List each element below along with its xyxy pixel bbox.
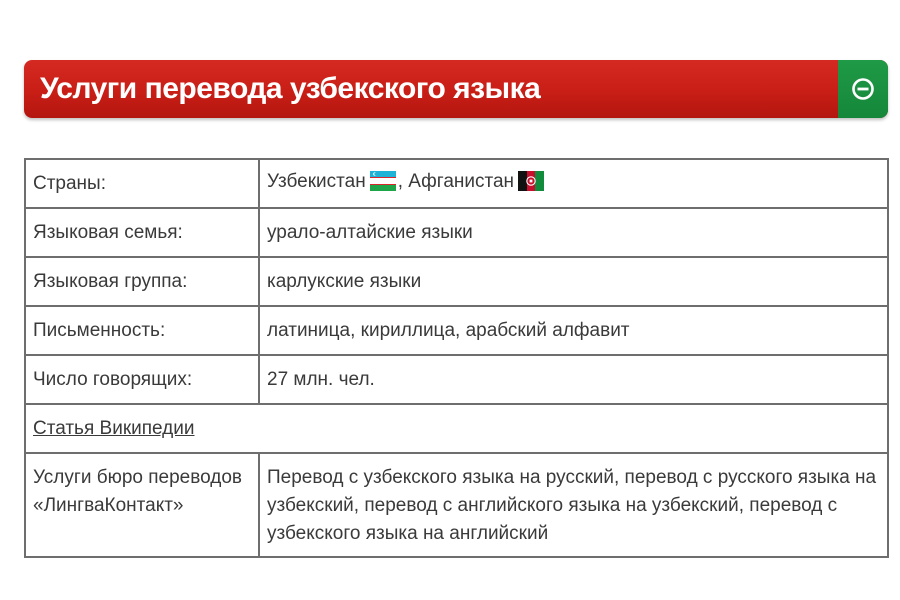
uzbekistan-flag-icon (370, 171, 396, 200)
table-row-countries (25, 159, 888, 208)
language-group-label: Языковая группа: (25, 257, 259, 306)
country-afghanistan: Афганистан (408, 170, 515, 192)
language-family-label: Языковая семья: (25, 208, 259, 257)
header-bar[interactable] (24, 60, 888, 118)
wikipedia-cell (25, 404, 888, 453)
script-label: Письменность: (25, 306, 259, 355)
table-row-script (25, 306, 888, 355)
language-group-value: карлукские языки (259, 257, 888, 306)
countries-value (259, 159, 888, 208)
countries-label: Страны: (25, 159, 259, 208)
collapse-toggle-button[interactable] (838, 60, 888, 118)
services-label: Услуги бюро переводов «ЛингваКонтакт» (25, 453, 259, 557)
table-row-wikipedia (25, 404, 888, 453)
language-family-value: урало-алтайские языки (259, 208, 888, 257)
afghanistan-flag-icon (518, 171, 544, 200)
table-row-speakers (25, 355, 888, 404)
country-uzbekistan: Узбекистан (267, 170, 366, 192)
table-row-language-family (25, 208, 888, 257)
table-row-language-group (25, 257, 888, 306)
header-title: Услуги перевода узбекского языка (40, 72, 541, 105)
wikipedia-article-link[interactable]: Статья Википедии (33, 417, 195, 439)
speakers-value: 27 млн. чел. (259, 355, 888, 404)
collapse-minus-icon (851, 77, 875, 101)
language-info-table (24, 158, 889, 558)
speakers-label: Число говорящих: (25, 355, 259, 404)
countries-separator: , (397, 170, 403, 192)
table-row-services (25, 453, 888, 557)
script-value: латиница, кириллица, арабский алфавит (259, 306, 888, 355)
services-value: Перевод с узбекского языка на русский, перевод с русского языка на узбекский, перевод с английского языка на узбекский, перевод с узбекского языка на английский (259, 453, 888, 557)
